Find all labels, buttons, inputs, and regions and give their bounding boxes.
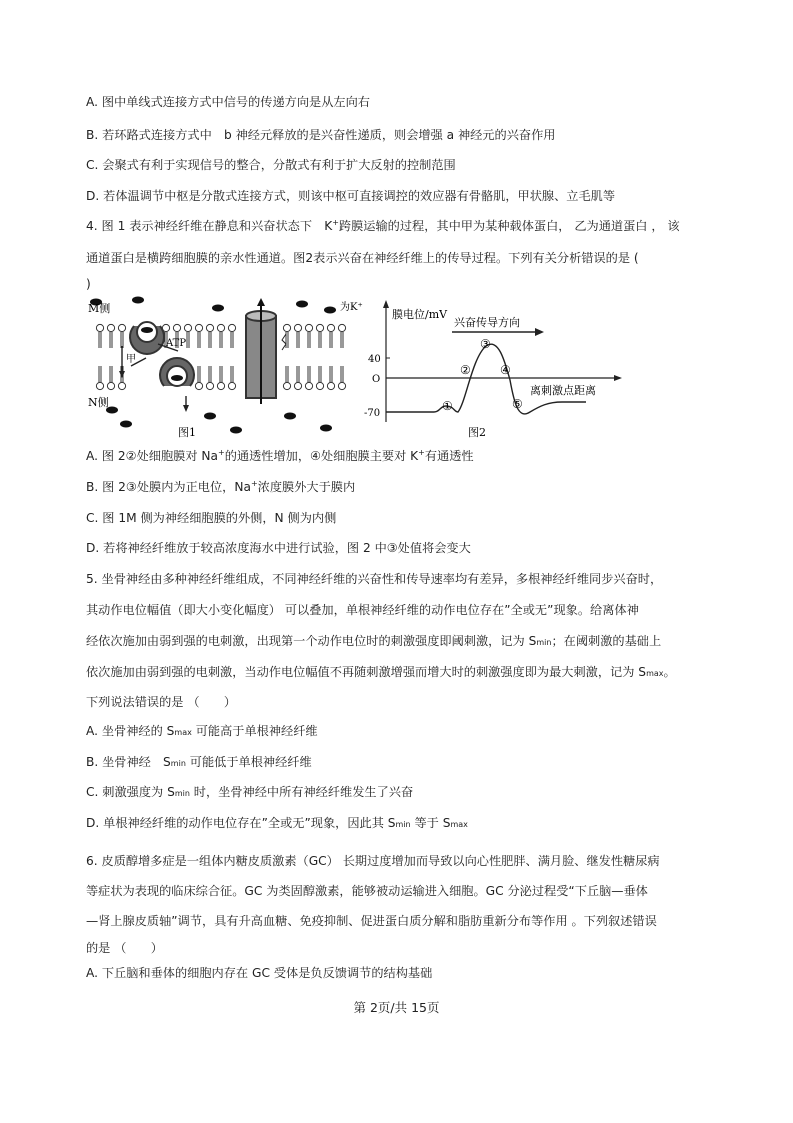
- lipid-head: [327, 382, 334, 389]
- q3-option-a: A. 图中单线式连接方式中信号的传递方向是从左向右: [86, 95, 370, 109]
- fig1-jia-label: 甲: [126, 354, 136, 365]
- lipid-tail: [209, 366, 211, 382]
- q5-option-b: [86, 754, 312, 772]
- lipid-tail: [341, 366, 343, 382]
- fig1-n-side-label: N侧: [88, 396, 109, 409]
- fig2-tick-40: 40: [368, 354, 381, 365]
- q4-option-a-text: A. 图 2②处细胞膜对 Na: [86, 449, 219, 463]
- lipid-head: [206, 382, 213, 389]
- q5-stem-line1: 5. 坐骨神经由多种神经纤维组成，不同神经纤维的兴奋性和传导速率均有差异，多根神经纤维同步兴奋时，: [86, 572, 663, 586]
- figure-1-membrane-diagram: [86, 296, 363, 439]
- subscript: min: [395, 820, 411, 829]
- q5-option-a: [86, 723, 318, 741]
- lipid-tail: [231, 366, 233, 382]
- superscript: +: [218, 447, 225, 457]
- lipid-head: [327, 324, 334, 331]
- q5-stem-text: ；在阈刺激的基础上: [551, 634, 662, 648]
- q5-option-b-text: B. 坐骨神经 S: [86, 755, 171, 769]
- q4-option-a-text: 的通透性增加，④处细胞膜主要对 K: [224, 449, 419, 463]
- lipid-tail: [187, 332, 189, 348]
- q5-option-c-text: C. 刺激强度为 S: [86, 785, 175, 799]
- lipid-head: [107, 324, 114, 331]
- lipid-tail: [308, 366, 310, 382]
- lipid-head: [305, 324, 312, 331]
- lipid-head: [217, 382, 224, 389]
- fig2-ylabel: 膜电位/mV: [392, 308, 448, 321]
- lipid-head: [316, 382, 323, 389]
- subscript: min: [536, 638, 552, 647]
- fig2-point-3: ③: [480, 337, 491, 351]
- lipid-head: [228, 324, 235, 331]
- potassium-ions: [90, 297, 336, 434]
- q5-stem-line4: [86, 664, 676, 682]
- subscript: min: [170, 759, 186, 768]
- q4-stem-text: 4. 图 1 表示神经纤维在静息和兴奋状态下 K: [86, 219, 333, 233]
- fig1-caption: 图1: [178, 426, 196, 439]
- q5-option-d: [86, 815, 468, 833]
- q3-option-c: C. 会聚式有利于实现信号的整合，分散式有利于扩大反射的控制范围: [86, 158, 456, 172]
- q4-option-a: [86, 448, 474, 464]
- lipid-tail: [297, 332, 299, 348]
- lipid-head: [228, 382, 235, 389]
- lipid-tail: [286, 366, 288, 382]
- lipid-head: [184, 324, 191, 331]
- q5-stem-line3: [86, 633, 661, 651]
- fig2-point-1: ①: [442, 399, 453, 413]
- page-number-footer: 第 2页/共 15页: [353, 1000, 440, 1015]
- lipid-head: [206, 324, 213, 331]
- lipid-head: [217, 324, 224, 331]
- lipid-head: [294, 382, 301, 389]
- lipid-head: [283, 324, 290, 331]
- lipid-tail: [198, 332, 200, 348]
- lipid-tail: [110, 366, 112, 382]
- lipid-head: [338, 382, 345, 389]
- q5-option-b-text: 可能低于单根神经纤维: [185, 755, 312, 769]
- figure-2-action-potential-graph: [362, 296, 624, 438]
- q5-option-c-text: 时，坐骨神经中所有神经纤维发生了兴奋: [189, 785, 414, 799]
- lipid-head: [96, 382, 103, 389]
- q5-stem-text: 依次施加由弱到强的电刺激，当动作电位幅值不再随刺激增强而增大时的刺激强度即为最大刺激，记为 S: [86, 665, 647, 679]
- q6-stem-line3: —肾上腺皮质轴”调节，具有升高血糖、免疫抑制、促进蛋白质分解和脂肪重新分布等作用 。下列叙述错误: [86, 914, 657, 928]
- superscript: +: [332, 217, 339, 227]
- lipid-tail: [319, 332, 321, 348]
- q6-option-a: A. 下丘脑和垂体的细胞内存在 GC 受体是负反馈调节的结构基础: [86, 966, 433, 980]
- lipid-tail: [99, 366, 101, 382]
- fig2-direction-label: 兴奋传导方向: [454, 316, 520, 329]
- subscript: max: [646, 669, 664, 678]
- fig1-m-side-label: M侧: [88, 302, 111, 315]
- fig2-point-5: ⑤: [512, 397, 523, 411]
- lipid-tail: [209, 332, 211, 348]
- q5-option-c: [86, 784, 413, 802]
- fig2-caption: 图2: [468, 426, 486, 439]
- q5-stem-text: 。: [663, 665, 676, 679]
- lipid-tail: [99, 332, 101, 348]
- lipid-tail: [330, 332, 332, 348]
- lipid-head: [118, 324, 125, 331]
- lipid-head: [107, 382, 114, 389]
- q4-option-b-text: 浓度膜外大于膜内: [257, 480, 356, 494]
- carrier-protein-jia-upper: [130, 322, 164, 354]
- q4-option-d: D. 若将神经纤维放于较高浓度海水中进行试验，图 2 中③处值将会变大: [86, 541, 471, 555]
- subscript: max: [174, 728, 192, 737]
- lipid-head: [96, 324, 103, 331]
- lipid-head: [305, 382, 312, 389]
- lipid-tail: [198, 366, 200, 382]
- fig1-k-label: 为K⁺: [340, 302, 363, 313]
- action-potential-curve: [386, 344, 586, 414]
- fig2-tick-m70: -70: [364, 408, 381, 419]
- fig2-tick-0: O: [372, 374, 381, 385]
- lipid-tail: [121, 332, 123, 348]
- q3-option-b: B. 若环路式连接方式中 b 神经元释放的是兴奋性递质，则会增强 a 神经元的兴奋作用: [86, 128, 556, 142]
- fig1-atp-label: ATP: [166, 338, 187, 349]
- lipid-head: [195, 324, 202, 331]
- q5-option-d-text: 等于 S: [410, 816, 451, 830]
- channel-protein-yi: [246, 298, 286, 404]
- q4-stem-line1: [86, 218, 680, 234]
- q5-stem-line2: 其动作电位幅值（即大小变化幅度） 可以叠加，单根神经纤维的动作电位存在”全或无”现象。给离体神: [86, 603, 639, 617]
- lipid-head: [294, 324, 301, 331]
- q6-stem-line2: 等症状为表现的临床综合征。GC 为类固醇激素，能够被动运输进入细胞。GC 分泌过程受“下丘脑—垂体: [86, 884, 648, 898]
- lipid-tail: [341, 332, 343, 348]
- lipid-tail: [297, 366, 299, 382]
- q5-stem-text: 经依次施加由弱到强的电刺激，出现第一个动作电位时的刺激强度即阈刺激，记为 S: [86, 634, 537, 648]
- q4-option-b: [86, 479, 355, 495]
- lipid-tail: [220, 332, 222, 348]
- q4-stem-line3: ): [86, 277, 91, 291]
- q6-stem-line1: 6. 皮质醇增多症是一组体内糖皮质激素（GC） 长期过度增加而导致以向心性肥胖、满月脸、继发性糖尿病: [86, 854, 660, 868]
- lipid-head: [283, 382, 290, 389]
- lipid-tail: [308, 332, 310, 348]
- q3-option-d: D. 若体温调节中枢是分散式连接方式，则该中枢可直接调控的效应器有骨骼肌，甲状腺、立毛肌等: [86, 189, 616, 203]
- lipid-head: [195, 382, 202, 389]
- q4-option-a-text: 有通透性: [424, 449, 474, 463]
- lipid-tail: [110, 332, 112, 348]
- q4-option-c: C. 图 1M 侧为神经细胞膜的外侧，N 侧为内侧: [86, 511, 337, 525]
- fig2-point-2: ②: [460, 363, 471, 377]
- lipid-head: [173, 324, 180, 331]
- q6-stem-line4: 的是 （ ）: [86, 941, 163, 955]
- subscript: max: [450, 820, 468, 829]
- lipid-head: [338, 324, 345, 331]
- lipid-tail: [231, 332, 233, 348]
- superscript: +: [418, 447, 425, 457]
- q4-stem-line2: 通道蛋白是横跨细胞膜的亲水性通道。图2表示兴奋在神经纤维上的传导过程。下列有关分析错误的是 (: [86, 251, 639, 265]
- carrier-protein-jia-lower: [160, 358, 194, 386]
- fig2-point-4: ④: [500, 363, 511, 377]
- lipid-tail: [330, 366, 332, 382]
- q5-stem-line5: 下列说法错误的是 （ ）: [86, 695, 237, 709]
- lipid-tail: [319, 366, 321, 382]
- q5-option-a-text: A. 坐骨神经的 S: [86, 724, 175, 738]
- lipid-head: [118, 382, 125, 389]
- subscript: min: [174, 789, 190, 798]
- superscript: +: [250, 478, 258, 488]
- fig2-xlabel: 离刺激点距离: [530, 384, 596, 397]
- q5-option-d-text: D. 单根神经纤维的动作电位存在”全或无”现象，因此其 S: [86, 816, 396, 830]
- lipid-tail: [220, 366, 222, 382]
- q4-option-b-text: B. 图 2③处膜内为正电位，Na: [86, 480, 251, 494]
- q5-option-a-text: 可能高于单根神经纤维: [191, 724, 318, 738]
- lipid-head: [316, 324, 323, 331]
- q4-stem-text: 跨膜运输的过程，其中甲为某种载体蛋白， 乙为通道蛋白 ， 该: [338, 219, 680, 233]
